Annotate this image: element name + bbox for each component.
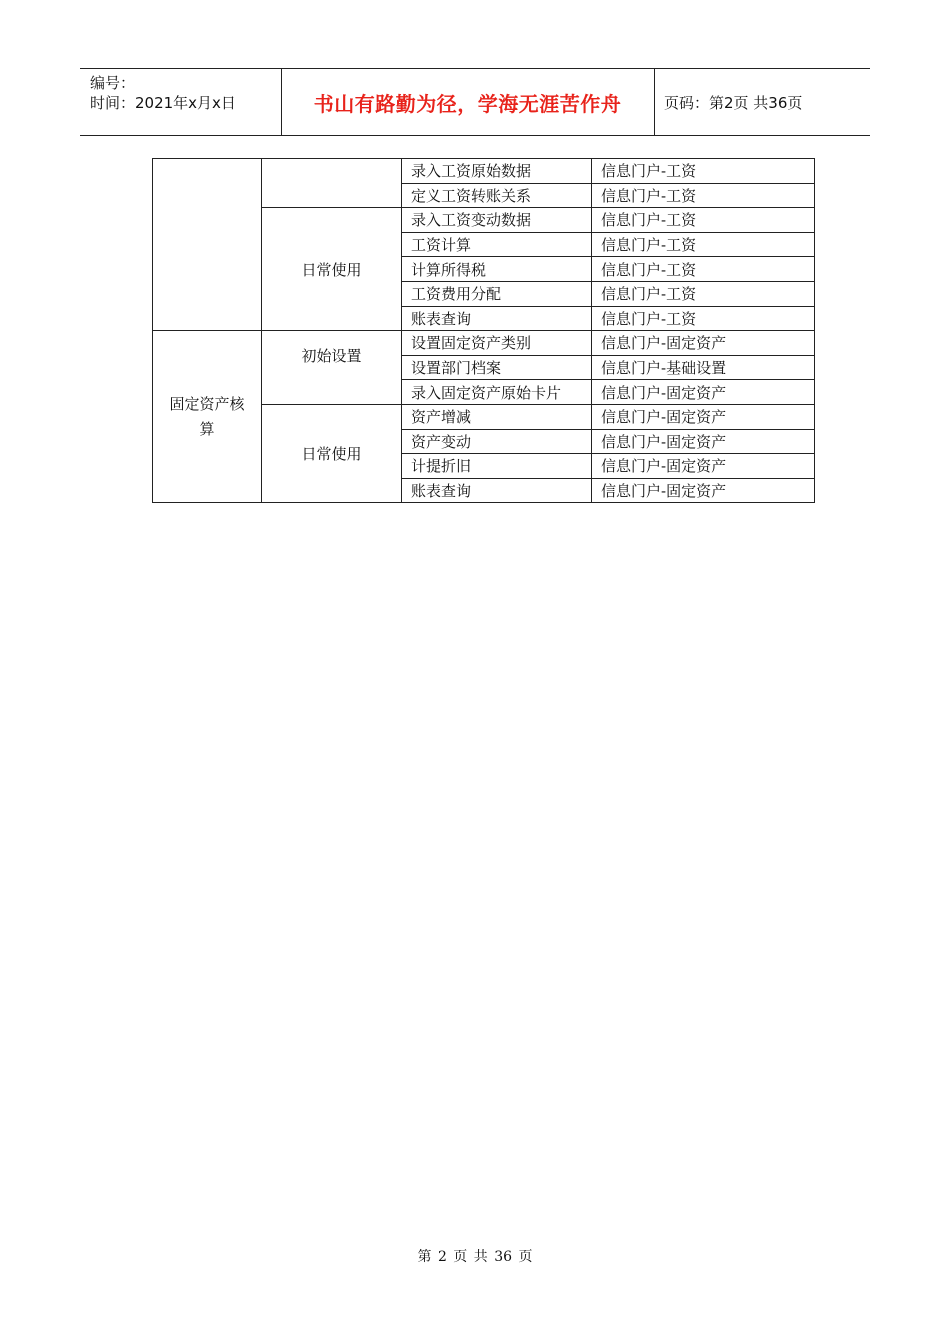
function-cell: 计算所得税	[402, 257, 592, 282]
document-time-label: 时间：2021年x月x日	[90, 94, 236, 112]
header-page-info: 页码：第2页 共36页	[664, 93, 803, 112]
page-header	[80, 68, 870, 136]
function-cell: 资产增减	[402, 404, 592, 429]
source-cell: 信息门户-固定资产	[592, 478, 815, 503]
document-number-label: 编号：	[90, 74, 136, 92]
source-cell: 信息门户-工资	[592, 257, 815, 282]
function-cell: 计提折旧	[402, 454, 592, 479]
function-cell: 设置部门档案	[402, 355, 592, 380]
function-cell: 设置固定资产类别	[402, 331, 592, 356]
group-cell: 初始设置	[262, 331, 402, 405]
source-cell: 信息门户-工资	[592, 232, 815, 257]
function-table	[152, 158, 815, 503]
source-cell: 信息门户-工资	[592, 281, 815, 306]
table-row	[153, 159, 815, 184]
category-cell: 固定资产核算	[153, 331, 262, 503]
source-cell: 信息门户-固定资产	[592, 404, 815, 429]
source-cell: 信息门户-固定资产	[592, 380, 815, 405]
function-cell: 工资计算	[402, 232, 592, 257]
header-meta	[90, 73, 236, 113]
source-cell: 信息门户-工资	[592, 306, 815, 331]
source-cell: 信息门户-工资	[592, 208, 815, 233]
page-footer: 第 2 页 共 36 页	[417, 1249, 533, 1265]
source-cell: 信息门户-工资	[592, 159, 815, 184]
function-cell: 资产变动	[402, 429, 592, 454]
header-divider-right	[654, 69, 655, 135]
table-row	[153, 331, 815, 356]
header-motto: 书山有路勤为径，学海无涯苦作舟	[313, 91, 622, 116]
source-cell: 信息门户-固定资产	[592, 454, 815, 479]
group-cell: 日常使用	[262, 404, 402, 502]
category-cell	[153, 159, 262, 331]
group-cell: 日常使用	[262, 208, 402, 331]
function-cell: 账表查询	[402, 478, 592, 503]
source-cell: 信息门户-工资	[592, 183, 815, 208]
function-cell: 录入固定资产原始卡片	[402, 380, 592, 405]
source-cell: 信息门户-固定资产	[592, 429, 815, 454]
function-cell: 录入工资原始数据	[402, 159, 592, 184]
function-cell: 录入工资变动数据	[402, 208, 592, 233]
source-cell: 信息门户-固定资产	[592, 331, 815, 356]
source-cell: 信息门户-基础设置	[592, 355, 815, 380]
function-cell: 工资费用分配	[402, 281, 592, 306]
function-cell: 定义工资转账关系	[402, 183, 592, 208]
function-cell: 账表查询	[402, 306, 592, 331]
group-cell	[262, 159, 402, 208]
